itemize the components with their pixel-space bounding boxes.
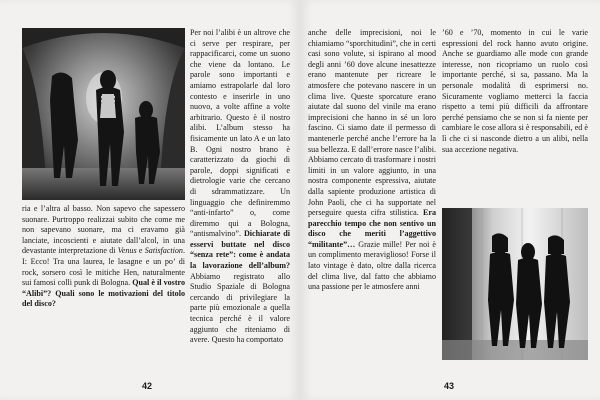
text-run: e bbox=[136, 246, 145, 256]
left-text-column-2 bbox=[190, 28, 290, 358]
interview-question: Dichiarate di esservi buttate nel disco “senza rete”: come è andata la lavorazione dell’album? bbox=[190, 229, 290, 271]
text-run: . I: Ecco! Tra una laurea, le lasagne e un po’ di rock, sorsero così le mitiche Hen, naturalmente sui famosi colli punk di Bologna. bbox=[22, 246, 185, 288]
band-photo-tunnel bbox=[22, 28, 185, 200]
band-photo-wall bbox=[442, 208, 588, 360]
right-page bbox=[300, 0, 600, 400]
interview-question: Qual è il vostro “Alibi”? Quali sono le motivazioni del titolo del disco? bbox=[22, 278, 185, 309]
text-run: ria e l’altra al basso. Non sapevo che sapessero suonare. Purtroppo realizzai subito che come me non sapevano suonare, ma ci eravamo già lanciate, incoscienti e aiutate dall’alcol, in una devastante interpretazione di bbox=[22, 204, 185, 256]
text-run: anche delle imprecisioni, noi le chiamiamo “sporchitudini”, che in certi casi sono volute, si ispirano al mood degli anni ’60 dove alcune inesattezze erano mantenute per ricreare le atmosfere che potevano nascere in un clima live. Queste sporcature erano aiutate dal suono del vinile ma erano imprecisioni che hanno in sé un loro fascino. Ci siamo date il permesso di mantenerle perché anche l’errore ha la sua bellezza. E dall’errore nasce l’alibi. Abbiamo cercato di trasformare i nostri limiti in un valore aggiunto, in una nostra componente espressiva, aiutate dalla sapiente produzione artistica di John Paoli, che ci ha supportate nel perseguire questa cifra stilistica. bbox=[308, 28, 436, 218]
text-run: Per noi l’alibi è un altrove che ci serve per respirare, per rappacificarci, come un suono che viene da lontano. Le parole sono importanti e amiamo estrapolarle dal loro contesto e inserirle in uno nuovo, a volte affine a volte arbitrario. Questo è il nostro alibi. L’album stesso ha fisicamente un lato A e un lato B. Ogni nostro brano è caratterizzato da giochi di parole, doppi significati e dietrologie varie che cercano di sdrammatizzare. Un linguaggio che definiremmo “anti-infarto” o, come diremmo qui a Bologna, “antismalvino”. bbox=[190, 28, 290, 239]
song-title: Satisfaction bbox=[144, 246, 183, 256]
left-text-column-1 bbox=[22, 204, 185, 354]
text-run: Grazie mille! Per noi è un complimento meraviglioso! Forse il lato vintage è dato, oltre dalla ricerca del clima live, dal fatto che abbiamo una passione per le atmosfere anni bbox=[308, 239, 436, 292]
right-text-column-2 bbox=[442, 28, 588, 200]
song-title: Venus bbox=[117, 246, 137, 256]
text-run: Abbiamo registrato allo Studio Spaziale di Bologna cercando di privilegiare la parte più emozionale a quella tecnica perché è il valore aggiunto che riteniamo di avere. Questo ha comportato bbox=[190, 271, 290, 345]
text-run: ’60 e ’70, momento in cui le varie espressioni del rock hanno avuto origine. Anche se guardiamo alle mode con grande interesse, non ricopriamo un ruolo così importante perché, si sa, passano. Ma la personale modalità di esprimersi no. Sicuramente vogliamo metterci la faccia rispetto a temi più difficili da affrontare perché pensiamo che se non si fa niente per cambiare le cose allora si è responsabili, ed è lì che ci si nasconde dietro a un alibi, nella sua accezione negativa. bbox=[442, 28, 588, 154]
interview-question: Era parecchio tempo che non sentivo un disco che meriti l’aggettivo “militante”… bbox=[308, 208, 436, 249]
page-number-right: 43 bbox=[444, 381, 455, 391]
band-photo-tunnel-image bbox=[22, 28, 185, 200]
band-photo-wall-image bbox=[442, 208, 588, 360]
right-text-column-1 bbox=[308, 28, 436, 358]
page-number-left: 42 bbox=[142, 381, 153, 391]
